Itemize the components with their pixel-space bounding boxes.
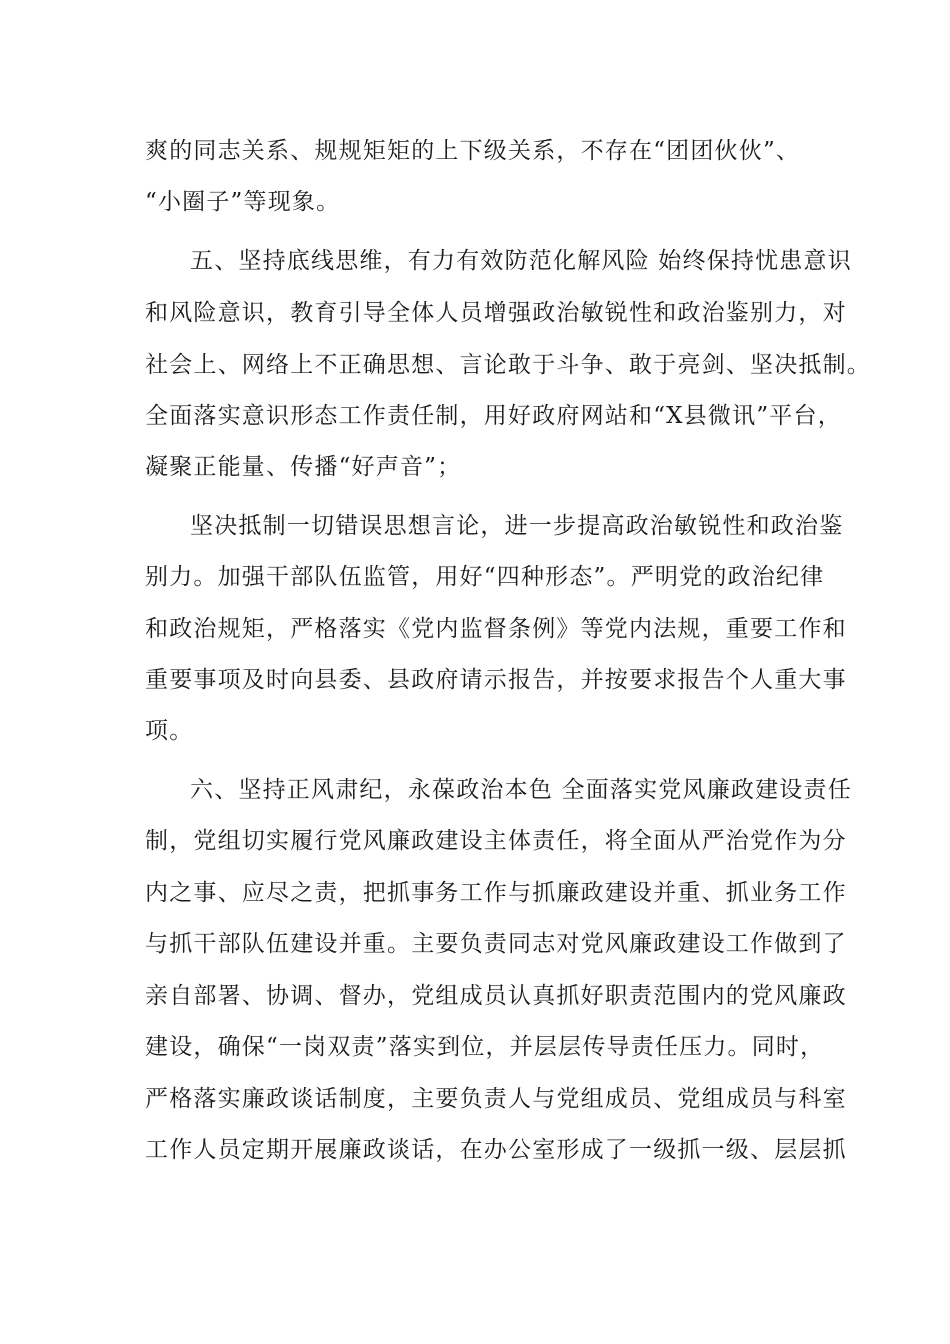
text-line: 别力。加强干部队伍监管，用好“四种形态”。严明党的政治纪律 bbox=[145, 564, 825, 590]
text-line: 与抓干部队伍建设并重。主要负责同志对党风廉政建设工作做到了 bbox=[145, 931, 847, 957]
text-line: 凝聚正能量、传播“好声音”； bbox=[145, 454, 462, 480]
text-line: 重要事项及时向县委、县政府请示报告，并按要求报告个人重大事 bbox=[145, 667, 847, 693]
text-line: 爽的同志关系、规规矩矩的上下级关系，不存在“团团伙伙”、 bbox=[145, 138, 801, 164]
text-line: 亲自部署、协调、督办，党组成员认真抓好职责范围内的党风廉政 bbox=[145, 983, 847, 1009]
text-line: 严格落实廉政谈话制度，主要负责人与党组成员、党组成员与科室 bbox=[145, 1086, 847, 1112]
text-line: “小圈子”等现象。 bbox=[145, 189, 341, 215]
text-line: 内之事、应尽之责，把抓事务工作与抓廉政建设并重、抓业务工作 bbox=[145, 880, 847, 906]
text-line: 社会上、网络上不正确思想、言论敢于斗争、敢于亮剑、坚决抵制。 bbox=[145, 352, 871, 378]
text-line: 项。 bbox=[145, 718, 194, 744]
text-line: 和风险意识，教育引导全体人员增强政治敏锐性和政治鉴别力，对 bbox=[145, 300, 847, 326]
text-line: 制，党组切实履行党风廉政建设主体责任，将全面从严治党作为分 bbox=[145, 828, 847, 854]
text-line: 建设，确保“一岗双责”落实到位，并层层传导责任压力。同时， bbox=[145, 1034, 825, 1060]
text-line: 全面落实意识形态工作责任制，用好政府网站和“X县微讯”平台， bbox=[145, 403, 842, 429]
paragraph-heading-6: 六、坚持正风肃纪，永葆政治本色 全面落实党风廉政建设责任 bbox=[190, 777, 852, 803]
paragraph-heading-5: 五、坚持底线思维，有力有效防范化解风险 始终保持忧患意识 bbox=[190, 248, 852, 274]
text-line: 坚决抵制一切错误思想言论，进一步提高政治敏锐性和政治鉴 bbox=[190, 513, 844, 539]
text-line: 和政治规矩，严格落实《党内监督条例》等党内法规，重要工作和 bbox=[145, 616, 847, 642]
text-line: 工作人员定期开展廉政谈话，在办公室形成了一级抓一级、层层抓 bbox=[145, 1137, 847, 1163]
